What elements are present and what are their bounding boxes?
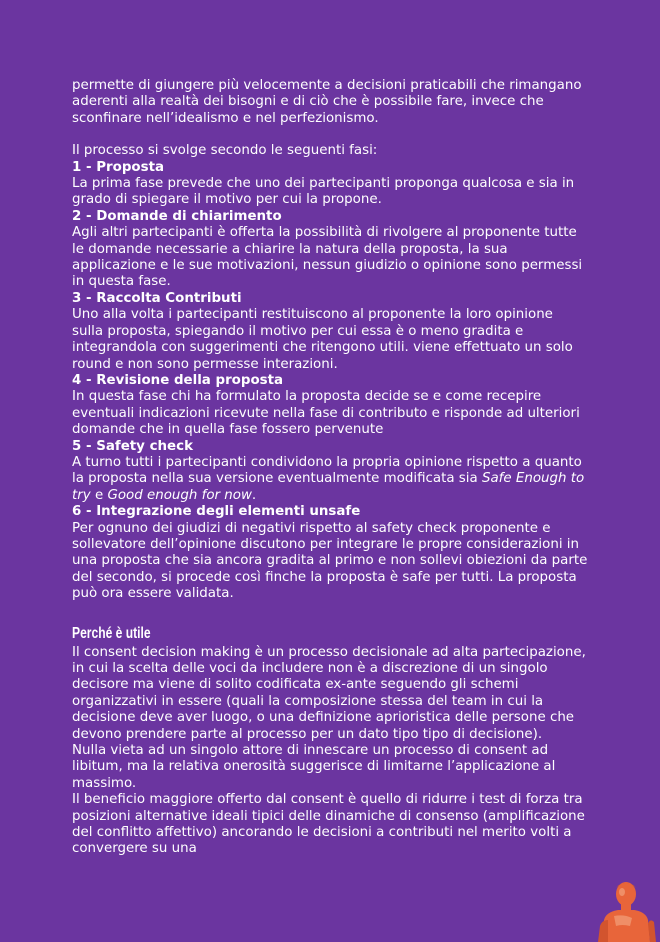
step-1: [72, 160, 588, 209]
page-content: [72, 78, 588, 858]
step-title: 4 - Revisione della proposta: [72, 372, 284, 388]
step-title: 3 - Raccolta Contributi: [72, 290, 242, 306]
step-6: [72, 504, 588, 602]
step-4: [72, 373, 588, 439]
why-paragraph-2: Nulla vieta ad un singolo attore di innescare un processo di consent ad libitum, ma la relativa onerosità suggerisce di limitarne l’applicazione al massimo.: [72, 743, 556, 791]
safe-enough-term: Safe Enough to try: [72, 471, 585, 503]
step-title: 2 - Domande di chiarimento: [72, 208, 282, 224]
step-2: [72, 209, 588, 291]
step-3: [72, 291, 588, 373]
step-body: Agli altri partecipanti è offerta la possibilità di rivolgere al proponente tutte le domande necessarie a chiarire la natura della proposta, la sua applicazione e le sue motivazioni, nessun giudizio o opinione sono permessi in questa fase.: [72, 225, 583, 290]
intro-paragraph: permette di giungere più velocemente a decisioni praticabili che rimangano aderenti alla realtà dei bisogni e di ciò che è possibile fare, invece che sconfinare nell’idealismo e nel perfezionismo.: [72, 78, 582, 126]
section-heading-why: Perché è utile: [72, 624, 151, 642]
why-paragraph-3: Il beneficio maggiore offerto dal consent è quello di ridurre i test di forza tra posizioni alternative ideali tipici delle dinamiche di consenso (amplificazione del conflitto affettivo) ancorando le decisioni a contributi nel merito volti a convergere su una: [72, 792, 585, 857]
step-body: Uno alla volta i partecipanti restituiscono al proponente la loro opinione sulla proposta, spiegando il motivo per cui essa è o meno gradita e integrandola con suggerimenti che ritengono utili. viene effettuato un solo round e non sono permesse interazioni.: [72, 307, 573, 372]
statue-illustration: [588, 880, 660, 942]
why-paragraph-1: Il consent decision making è un processo decisionale ad alta partecipazione, in cui la scelta delle voci da includere non è a discrezione di un singolo decisore ma viene di solito codificata ex-ante seguendo gli schemi organizzativi in essere (quali la composizione stessa del team in cui la decisione deve aver luogo, o una definizione aprioristica delle persone che devono prendere parte al processo per un dato tipo tipo di decisione).: [72, 644, 586, 742]
step-title: 6 - Integrazione degli elementi unsafe: [72, 504, 361, 520]
step-body-text: e: [90, 487, 108, 503]
step-body: La prima fase prevede che uno dei partecipanti proponga qualcosa e sia in grado di spiegare il motivo per cui la propone.: [72, 176, 575, 208]
process-intro: Il processo si svolge secondo le seguenti fasi:: [72, 143, 378, 159]
step-title: 1 - Proposta: [72, 159, 165, 175]
step-5: [72, 439, 588, 505]
step-body-text: A turno tutti i partecipanti condividono la propria opinione rispetto a quanto la proposta nella sua versione eventualmente modificata sia: [72, 454, 582, 487]
step-body: Per ognuno dei giudizi di negativi rispetto al safety check proponente e sollevatore dell’opinione discutono per integrare le propre considerazioni in una proposta che sia ancora gradita al primo e non sollevi obiezioni da parte del secondo, si procede così finche la proposta è safe per tutti. La proposta può ora essere validata.: [72, 520, 588, 602]
step-body: [72, 455, 588, 504]
good-enough-term: Good enough for now: [107, 487, 252, 503]
step-body: In questa fase chi ha formulato la proposta decide se e come recepire eventuali indicazioni ricevute nella fase di contributo e risponde ad ulteriori domande che in quella fase fossero pervenute: [72, 389, 580, 438]
step-title: 5 - Safety check: [72, 438, 193, 454]
step-body-text: .: [251, 487, 257, 503]
